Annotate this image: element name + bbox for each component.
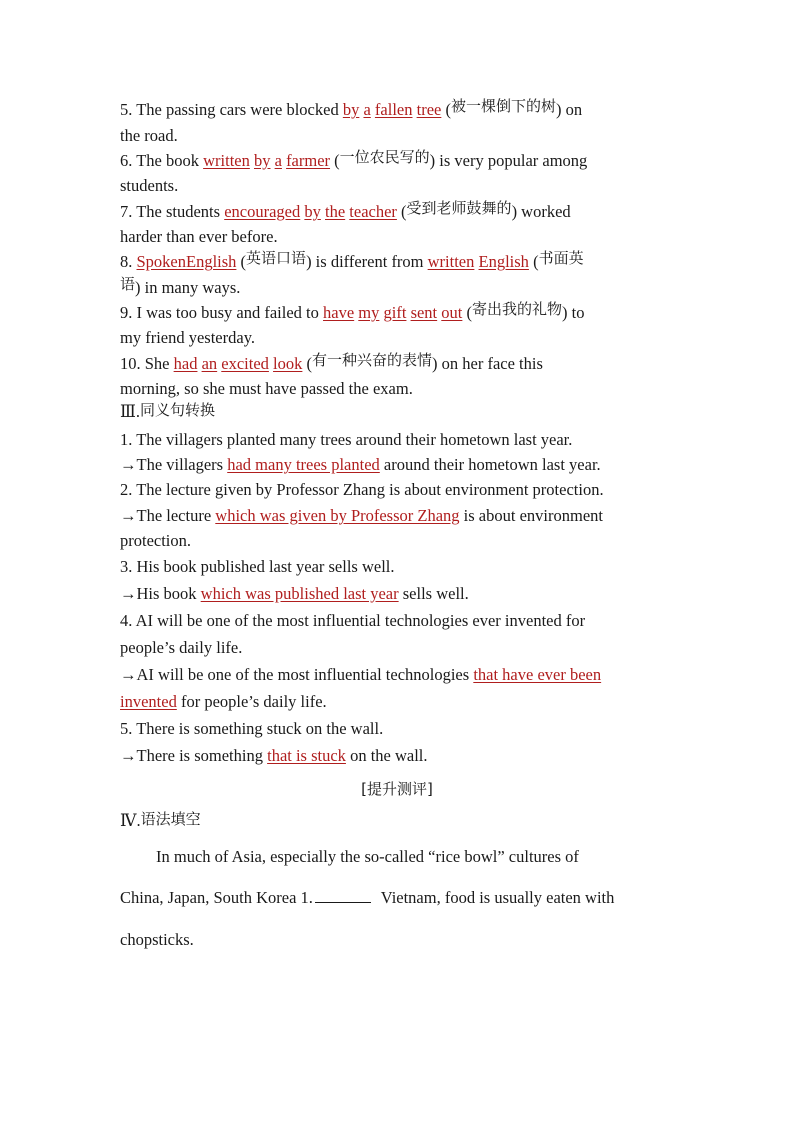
- p3-s1-answer: →The villagers had many trees planted around their hometown last year.: [120, 455, 601, 474]
- p3-s3: 3. His book published last year sells well.: [120, 557, 395, 576]
- answer-phrase: which was published last year: [200, 584, 399, 603]
- q8-line2: 语) in many ways.: [120, 275, 241, 297]
- answer-word: by: [342, 100, 360, 119]
- answer-word: written: [427, 252, 475, 271]
- p3-s5-answer: →There is something that is stuck on the wall.: [120, 746, 428, 765]
- section-title: [提升测评]: [361, 780, 433, 798]
- q9-line1: 9. I was too busy and failed to have my gift sent out (寄出我的礼物) to: [120, 300, 585, 322]
- q9-line2: my friend yesterday.: [120, 328, 256, 347]
- answer-word: tree: [416, 100, 442, 119]
- answer-word: by: [304, 202, 321, 221]
- answer-word: a: [274, 151, 282, 170]
- answer-word: an: [201, 354, 218, 373]
- q10-line1: 10. She had an excited look (有一种兴奋的表情) on her face this: [120, 351, 543, 373]
- q10-line2: morning, so she must have passed the exam.: [120, 379, 413, 398]
- answer-word: English: [478, 252, 529, 271]
- q5-line2: the road.: [120, 126, 178, 145]
- answer-word: farmer: [286, 151, 331, 170]
- p3-s2-answer-cont: protection.: [120, 531, 192, 550]
- chinese-hint: 英语口语: [246, 249, 307, 267]
- p3-s4-answer-cont: invented for people’s daily life.: [120, 692, 327, 711]
- answer-phrase: which was given by Professor Zhang: [215, 506, 460, 525]
- q5-line1: 5. The passing cars were blocked by a fallen tree (被一棵倒下的树) on: [120, 97, 583, 119]
- answer-word: have: [323, 303, 355, 322]
- answer-word: the: [325, 202, 346, 221]
- answer-word: a: [363, 100, 371, 119]
- part4-heading: Ⅳ.语法填空: [120, 810, 201, 830]
- p3-s4-answer: →AI will be one of the most influential technologies that have ever been: [120, 665, 602, 684]
- chinese-hint: 一位农民写的: [339, 148, 430, 166]
- q6-line1: 6. The book written by a farmer (一位农民写的) is very popular among: [120, 148, 588, 170]
- q7-line1: 7. The students encouraged by the teacher (受到老师鼓舞的) worked: [120, 199, 571, 221]
- chinese-hint: 受到老师鼓舞的: [406, 199, 512, 217]
- answer-phrase: that is stuck: [267, 746, 346, 765]
- chinese-hint: 语: [120, 275, 136, 293]
- answer-word: Spoken: [136, 252, 186, 271]
- chinese-hint: 寄出我的礼物: [472, 300, 563, 318]
- answer-word: had: [173, 354, 198, 373]
- answer-word: my: [358, 303, 380, 322]
- answer-word: out: [441, 303, 463, 322]
- p3-s4-cont: people’s daily life.: [120, 638, 243, 657]
- q7-line2: harder than ever before.: [120, 227, 278, 246]
- answer-word: teacher: [349, 202, 397, 221]
- q6-line2: students.: [120, 176, 179, 195]
- chinese-hint: 有一种兴奋的表情: [312, 351, 433, 369]
- answer-word: by: [253, 151, 271, 170]
- answer-word: sent: [410, 303, 438, 322]
- p3-s1: 1. The villagers planted many trees around their hometown last year.: [120, 430, 573, 449]
- p4-para-line3: chopsticks.: [120, 930, 194, 949]
- q8-line1: 8. SpokenEnglish (英语口语) is different from written English (书面英: [120, 249, 584, 271]
- answer-phrase: had many trees planted: [227, 455, 380, 474]
- answer-word: written: [203, 151, 250, 170]
- answer-phrase: invented: [120, 692, 177, 711]
- answer-word: excited: [221, 354, 269, 373]
- answer-blank[interactable]: [315, 888, 371, 903]
- answer-word: look: [273, 354, 303, 373]
- p4-para-line2: China, Japan, South Korea 1. Vietnam, food is usually eaten with: [120, 888, 615, 907]
- chinese-hint: 被一棵倒下的树: [450, 97, 556, 115]
- p3-s3-answer: →His book which was published last year sells well.: [120, 584, 469, 603]
- answer-word: encouraged: [224, 202, 301, 221]
- p3-s2-answer: →The lecture which was given by Professor Zhang is about environment: [120, 506, 603, 525]
- p3-s4: 4. AI will be one of the most influential technologies ever invented for: [120, 611, 586, 630]
- p3-s5: 5. There is something stuck on the wall.: [120, 719, 384, 738]
- answer-word: fallen: [374, 100, 413, 119]
- answer-word: gift: [383, 303, 407, 322]
- chinese-hint: 书面英: [538, 249, 584, 267]
- answer-word: English: [186, 252, 237, 271]
- p4-para-line1: In much of Asia, especially the so-called “rice bowl” cultures of: [156, 847, 579, 866]
- answer-phrase: that have ever been: [473, 665, 602, 684]
- p3-s2: 2. The lecture given by Professor Zhang is about environment protection.: [120, 480, 604, 499]
- part3-heading: Ⅲ.同义句转换: [120, 401, 216, 421]
